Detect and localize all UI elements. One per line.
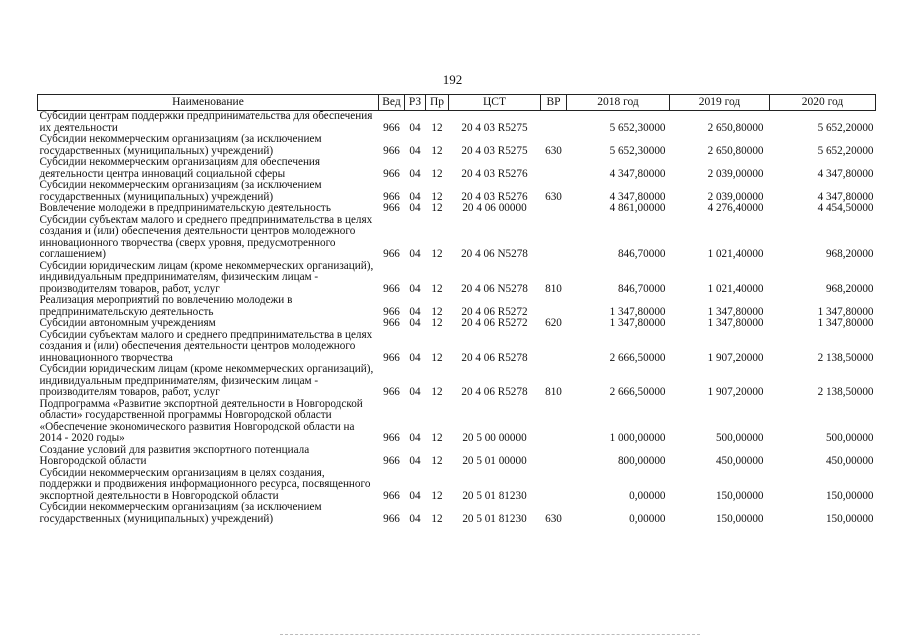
cell-y2019: 450,00000 <box>715 455 764 467</box>
cell-y2018: 0,00000 <box>629 512 666 525</box>
cell-y2018: 1 347,80000 <box>609 305 666 318</box>
table-row <box>38 318 876 330</box>
table-row <box>38 295 876 318</box>
header-vr: ВР <box>541 95 567 111</box>
cell-pr: 12 <box>431 317 443 329</box>
cell-rz: 04 <box>409 512 421 525</box>
cell-vr <box>541 111 567 135</box>
cell-y2020: 1 347,80000 <box>817 305 874 318</box>
cell-vr <box>541 203 567 215</box>
cell-y2018: 2 666,50000 <box>609 351 666 364</box>
cell-cst: 20 4 03 R5276 <box>461 190 528 203</box>
header-row <box>38 95 876 111</box>
cell-y2020: 150,00000 <box>825 512 874 525</box>
cell-name: Субсидии некоммерческим организациям для обеспечения деятельности центра инноваций социальной сферы <box>39 156 321 180</box>
cell-y2019: 150,00000 <box>715 489 764 502</box>
cell-y2020: 5 652,20000 <box>817 121 874 134</box>
cell-y2020: 500,00000 <box>825 432 874 444</box>
cell-y2018: 1 347,80000 <box>609 317 666 329</box>
cell-rz: 04 <box>409 282 421 295</box>
cell-y2018: 800,00000 <box>617 455 666 467</box>
cell-name: Субсидии субъектам малого и среднего предпринимательства в целях создания и (или) обеспечения деятельности центров молодежного инновационного творчества (сверх уровня, предусмотренного соглашением) <box>39 213 373 260</box>
cell-cst: 20 5 01 81230 <box>462 512 527 525</box>
cell-ved: 966 <box>383 144 400 157</box>
cell-y2018: 1 000,00000 <box>609 432 666 444</box>
cell-vr <box>541 330 567 365</box>
cell-name: Вовлечение молодежи в предпринимательскую деятельность <box>39 202 331 214</box>
cell-cst: 20 4 06 N5278 <box>461 248 528 260</box>
cell-rz: 04 <box>409 167 421 180</box>
cell-ved: 966 <box>383 167 400 180</box>
cell-y2018: 2 666,50000 <box>609 386 666 398</box>
cell-name: Реализация мероприятий по вовлечению молодежи в предпринимательскую деятельность <box>39 294 293 318</box>
table-row <box>38 157 876 180</box>
cell-vr: 810 <box>545 282 562 295</box>
cell-ved: 966 <box>383 317 400 329</box>
header-2018: 2018 год <box>567 95 670 111</box>
cell-pr: 12 <box>431 512 443 525</box>
cell-y2018: 4 861,00000 <box>609 202 666 214</box>
cell-y2020: 450,00000 <box>825 455 874 467</box>
cell-pr: 12 <box>431 144 443 157</box>
cell-rz: 04 <box>409 305 421 318</box>
table-row <box>38 468 876 503</box>
cell-vr <box>541 295 567 318</box>
cell-rz: 04 <box>409 121 421 134</box>
cell-vr <box>541 445 567 468</box>
scan-artifact-line <box>280 634 700 637</box>
cell-cst: 20 4 03 R5275 <box>461 121 528 134</box>
cell-y2019: 1 347,80000 <box>707 317 764 329</box>
table-row <box>38 399 876 445</box>
cell-y2019: 2 039,00000 <box>707 190 764 203</box>
cell-cst: 20 4 03 R5275 <box>461 144 528 157</box>
cell-y2020: 150,00000 <box>825 489 874 502</box>
cell-ved: 966 <box>383 282 400 295</box>
cell-ved: 966 <box>383 489 400 502</box>
cell-rz: 04 <box>409 317 421 329</box>
cell-pr: 12 <box>431 432 443 444</box>
cell-name: Субсидии центрам поддержки предпринимательства для обеспечения их деятельности <box>39 110 373 134</box>
table-row <box>38 215 876 261</box>
cell-y2018: 5 652,30000 <box>609 121 666 134</box>
cell-rz: 04 <box>409 202 421 214</box>
cell-y2018: 846,70000 <box>617 248 666 260</box>
cell-name: Создание условий для развития экспортного потенциала Новгородской области <box>39 443 310 467</box>
cell-pr: 12 <box>431 167 443 180</box>
cell-name: Субсидии юридическим лицам (кроме некоммерческих организаций), индивидуальным предпринимателям, физическим лицам - производителям товаров, работ, услуг <box>39 363 374 398</box>
cell-y2019: 150,00000 <box>715 512 764 525</box>
cell-rz: 04 <box>409 432 421 444</box>
cell-pr: 12 <box>431 282 443 295</box>
cell-pr: 12 <box>431 202 443 214</box>
cell-y2020: 4 454,50000 <box>817 202 874 214</box>
cell-vr: 810 <box>545 386 562 398</box>
header-rz: РЗ <box>405 95 426 111</box>
page-number: 192 <box>442 72 463 87</box>
cell-name: Субсидии юридическим лицам (кроме некоммерческих организаций), индивидуальным предпринимателям, физическим лицам - производителям товаров, работ, услуг <box>39 259 374 295</box>
cell-cst: 20 4 06 R5272 <box>461 317 528 329</box>
cell-y2020: 4 347,80000 <box>817 190 874 203</box>
cell-pr: 12 <box>431 386 443 398</box>
header-ved: Вед <box>379 95 405 111</box>
cell-cst: 20 4 03 R5276 <box>461 167 528 180</box>
cell-ved: 966 <box>383 202 400 214</box>
cell-pr: 12 <box>431 248 443 260</box>
cell-y2018: 0,00000 <box>629 489 666 502</box>
cell-rz: 04 <box>409 248 421 260</box>
header-cst: ЦСТ <box>449 95 541 111</box>
cell-cst: 20 5 00 00000 <box>462 432 527 444</box>
cell-y2020: 968,20000 <box>825 282 874 295</box>
cell-y2019: 1 021,40000 <box>707 282 764 295</box>
cell-name: Субсидии некоммерческим организациям в целях создания, поддержки и продвижения информационного ресурса, посвященного экспортной деятельности в Новгородской области <box>39 466 371 502</box>
header-2019: 2019 год <box>670 95 770 111</box>
cell-ved: 966 <box>383 432 400 444</box>
cell-rz: 04 <box>409 190 421 203</box>
cell-y2020: 1 347,80000 <box>817 317 874 329</box>
cell-vr: 630 <box>545 190 562 203</box>
cell-rz: 04 <box>409 144 421 157</box>
table-row <box>38 134 876 157</box>
cell-y2020: 968,20000 <box>825 248 874 260</box>
cell-pr: 12 <box>431 455 443 467</box>
table-header <box>38 95 876 111</box>
cell-ved: 966 <box>383 455 400 467</box>
cell-y2019: 1 907,20000 <box>707 351 764 364</box>
cell-cst: 20 4 06 00000 <box>462 202 527 214</box>
cell-pr: 12 <box>431 305 443 318</box>
budget-table <box>37 94 876 525</box>
cell-vr: 620 <box>545 317 562 329</box>
table-row <box>38 502 876 525</box>
cell-y2019: 2 039,00000 <box>707 167 764 180</box>
cell-ved: 966 <box>383 386 400 398</box>
cell-vr <box>541 157 567 180</box>
cell-rz: 04 <box>409 386 421 398</box>
table-row <box>38 364 876 399</box>
table-row <box>38 261 876 296</box>
cell-cst: 20 4 06 R5272 <box>461 305 528 318</box>
table-body <box>38 111 876 526</box>
cell-cst: 20 4 06 R5278 <box>461 386 528 398</box>
cell-rz: 04 <box>409 455 421 467</box>
cell-cst: 20 5 01 81230 <box>462 489 527 502</box>
cell-ved: 966 <box>383 190 400 203</box>
cell-rz: 04 <box>409 489 421 502</box>
cell-pr: 12 <box>431 121 443 134</box>
cell-vr <box>541 468 567 503</box>
cell-pr: 12 <box>431 351 443 364</box>
cell-y2020: 5 652,20000 <box>817 144 874 157</box>
cell-name: Субсидии некоммерческим организациям (за исключением государственных (муниципальных) учреждений) <box>39 501 322 525</box>
cell-name: Субсидии некоммерческим организациям (за исключением государственных (муниципальных) учреждений) <box>39 133 322 157</box>
cell-ved: 966 <box>383 121 400 134</box>
table-row <box>38 330 876 365</box>
cell-y2018: 4 347,80000 <box>609 190 666 203</box>
cell-cst: 20 5 01 00000 <box>462 455 527 467</box>
cell-y2020: 2 138,50000 <box>817 351 874 364</box>
cell-y2020: 2 138,50000 <box>817 386 874 398</box>
table-row <box>38 203 876 215</box>
cell-ved: 966 <box>383 512 400 525</box>
header-name: Наименование <box>38 95 379 111</box>
cell-y2018: 846,70000 <box>617 282 666 295</box>
cell-vr: 630 <box>545 512 562 525</box>
cell-y2018: 5 652,30000 <box>609 144 666 157</box>
cell-name: Субсидии некоммерческим организациям (за исключением государственных (муниципальных) учреждений) <box>39 179 322 203</box>
header-2020: 2020 год <box>770 95 876 111</box>
table-row <box>38 445 876 468</box>
cell-ved: 966 <box>383 305 400 318</box>
table-row <box>38 111 876 135</box>
cell-name: Субсидии субъектам малого и среднего предпринимательства в целях создания и (или) обеспечения деятельности центров молодежного инновационного творчества <box>39 328 373 364</box>
header-pr: Пр <box>426 95 449 111</box>
cell-cst: 20 4 06 R5278 <box>461 351 528 364</box>
cell-y2019: 2 650,80000 <box>707 144 764 157</box>
cell-y2019: 1 907,20000 <box>707 386 764 398</box>
cell-y2019: 1 021,40000 <box>707 248 764 260</box>
cell-y2019: 500,00000 <box>715 432 764 444</box>
cell-cst: 20 4 06 N5278 <box>461 282 528 295</box>
cell-y2018: 4 347,80000 <box>609 167 666 180</box>
cell-vr <box>541 215 567 261</box>
cell-rz: 04 <box>409 351 421 364</box>
cell-y2019: 2 650,80000 <box>707 121 764 134</box>
cell-vr: 630 <box>545 144 562 157</box>
cell-name: Субсидии автономным учреждениям <box>39 317 216 329</box>
cell-name: Подпрограмма «Развитие экспортной деятельности в Новгородской области» государственной программы Новгородской области «Обеспечение экономического развития Новгородской области на 2014 - 2020 годы» <box>39 397 363 444</box>
cell-ved: 966 <box>383 351 400 364</box>
cell-pr: 12 <box>431 489 443 502</box>
cell-y2019: 4 276,40000 <box>707 202 764 214</box>
cell-y2020: 4 347,80000 <box>817 167 874 180</box>
cell-y2019: 1 347,80000 <box>707 305 764 318</box>
table-row <box>38 180 876 203</box>
cell-ved: 966 <box>383 248 400 260</box>
cell-pr: 12 <box>431 190 443 203</box>
cell-vr <box>541 399 567 445</box>
